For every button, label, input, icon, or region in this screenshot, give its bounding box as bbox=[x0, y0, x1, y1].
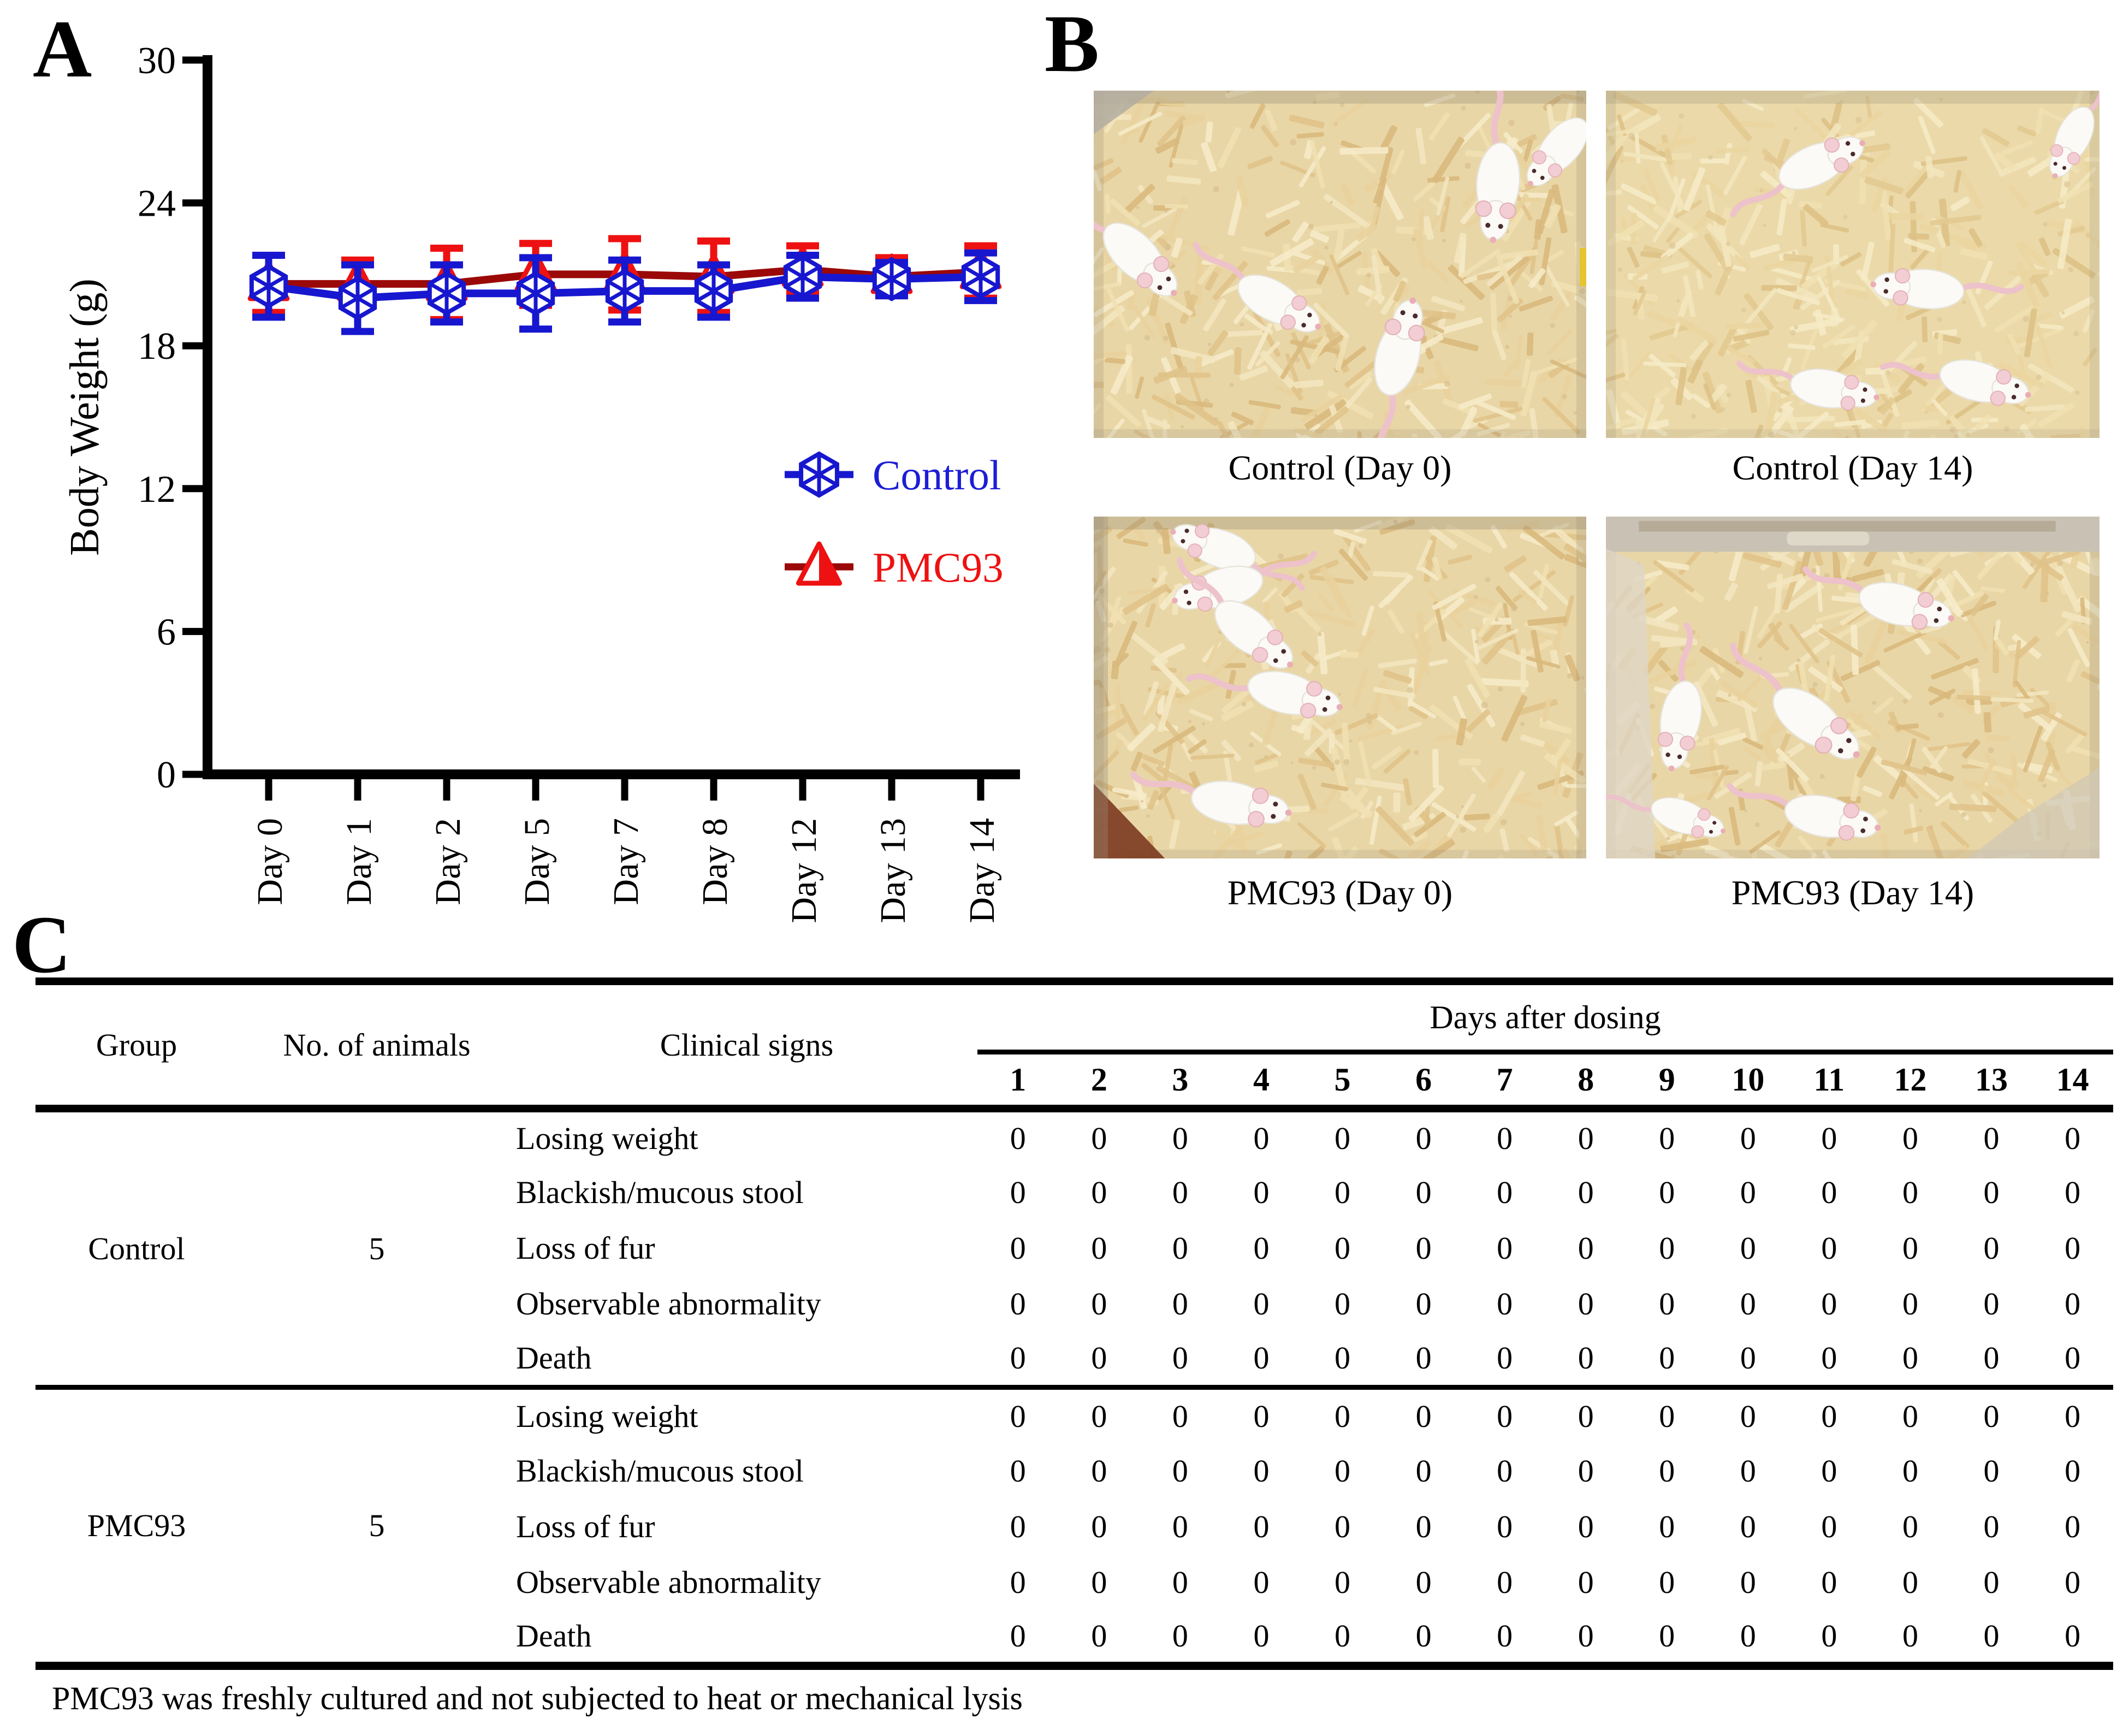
photo-pmc93-day14 bbox=[1606, 517, 2100, 858]
day-value: 0 bbox=[1740, 1340, 1756, 1376]
day-value: 0 bbox=[1659, 1121, 1675, 1156]
panel-b-photos bbox=[1045, 0, 2123, 928]
group-name: Control bbox=[88, 1230, 185, 1266]
column-header-day-3: 3 bbox=[1140, 1052, 1221, 1109]
day-value: 0 bbox=[2065, 1121, 2081, 1156]
day-value: 0 bbox=[1659, 1174, 1675, 1210]
photo-control-day0 bbox=[1094, 91, 1586, 438]
day-value: 0 bbox=[1578, 1174, 1594, 1210]
day-value: 0 bbox=[1253, 1121, 1270, 1156]
x-tick-label: Day 0 bbox=[250, 818, 290, 905]
day-value: 0 bbox=[1659, 1508, 1675, 1544]
group-name: PMC93 bbox=[35, 1387, 238, 1666]
day-value: 0 bbox=[1983, 1340, 2000, 1376]
day-value: 0 bbox=[1010, 1453, 1026, 1489]
column-header-day-2: 2 bbox=[1059, 1052, 1140, 1109]
day-value: 0 bbox=[1497, 1453, 1513, 1489]
x-tick-label: Day 1 bbox=[339, 818, 379, 905]
day-value: 0 bbox=[1659, 1340, 1675, 1376]
caption-pmc93-day0: PMC93 (Day 0) bbox=[1227, 873, 1453, 912]
day-value: 0 bbox=[1172, 1230, 1188, 1266]
day-value: 0 bbox=[1497, 1564, 1513, 1600]
day-value: 0 bbox=[1497, 1617, 1513, 1654]
day-value: 0 bbox=[1740, 1285, 1756, 1322]
cage-wall-right bbox=[1576, 517, 1586, 858]
clinical-sign-label: Observable abnormality bbox=[516, 1285, 821, 1322]
day-value: 0 bbox=[1253, 1340, 1270, 1376]
table-row bbox=[35, 1387, 2113, 1443]
day-value: 0 bbox=[1335, 1564, 1351, 1600]
day-value: 0 bbox=[1253, 1230, 1270, 1266]
day-value: 0 bbox=[1010, 1285, 1026, 1322]
column-header-day-12: 12 bbox=[1870, 1052, 1951, 1109]
day-value: 0 bbox=[1253, 1564, 1270, 1600]
day-value: 0 bbox=[2065, 1617, 2081, 1654]
cage-wall-left bbox=[1094, 91, 1104, 438]
label-capsule bbox=[1787, 531, 1869, 545]
day-value: 0 bbox=[2065, 1508, 2081, 1544]
clinical-sign-label: Blackish/mucous stool bbox=[516, 1174, 804, 1210]
day-value: 0 bbox=[1902, 1285, 1918, 1322]
day-value: 0 bbox=[1659, 1285, 1675, 1322]
day-value: 0 bbox=[1659, 1564, 1675, 1600]
series-control bbox=[252, 253, 998, 331]
table-row bbox=[35, 1109, 2113, 1164]
day-value: 0 bbox=[1010, 1121, 1026, 1156]
clinical-sign-label: Loss of fur bbox=[516, 1508, 655, 1544]
day-value: 0 bbox=[1302, 1387, 1383, 1443]
day-value: 0 bbox=[1821, 1285, 1837, 1322]
day-value: 0 bbox=[1172, 1453, 1188, 1489]
legend bbox=[785, 452, 1004, 591]
day-value: 0 bbox=[1091, 1617, 1107, 1654]
cage-wall-top bbox=[1094, 91, 1586, 104]
day-value: 0 bbox=[1870, 1387, 1951, 1443]
day-value: 0 bbox=[1578, 1340, 1594, 1376]
caption-pmc93-day14: PMC93 (Day 14) bbox=[1731, 873, 1974, 912]
clinical-sign-label: Loss of fur bbox=[516, 1230, 655, 1266]
day-value: 0 bbox=[1497, 1174, 1513, 1210]
day-value: 0 bbox=[1253, 1508, 1270, 1544]
day-value: 0 bbox=[1059, 1387, 1140, 1443]
day-value: 0 bbox=[1010, 1617, 1026, 1654]
day-value: 0 bbox=[1335, 1230, 1351, 1266]
cage-wall-bottom bbox=[1094, 429, 1586, 438]
day-value: 0 bbox=[1740, 1174, 1756, 1210]
day-value: 0 bbox=[1253, 1453, 1270, 1489]
day-value: 0 bbox=[1415, 1230, 1432, 1266]
day-value: 0 bbox=[1010, 1508, 1026, 1544]
day-value: 0 bbox=[1821, 1617, 1837, 1654]
day-value: 0 bbox=[1497, 1340, 1513, 1376]
day-value: 0 bbox=[1172, 1285, 1188, 1322]
day-value: 0 bbox=[2032, 1387, 2113, 1443]
clinical-sign-label: Losing weight bbox=[516, 1121, 698, 1156]
column-header-day-1: 1 bbox=[977, 1052, 1059, 1109]
day-value: 0 bbox=[2065, 1453, 2081, 1489]
day-value: 0 bbox=[1221, 1387, 1302, 1443]
day-value: 0 bbox=[1172, 1121, 1188, 1156]
day-value: 0 bbox=[1821, 1121, 1837, 1156]
day-value: 0 bbox=[2065, 1174, 2081, 1210]
day-value: 0 bbox=[1821, 1174, 1837, 1210]
day-value: 0 bbox=[1740, 1121, 1756, 1156]
day-value: 0 bbox=[1983, 1617, 2000, 1654]
panel-c-label: C bbox=[12, 899, 72, 990]
day-value: 0 bbox=[1172, 1617, 1188, 1654]
day-value: 0 bbox=[1415, 1121, 1432, 1156]
panel-a-label: A bbox=[33, 4, 92, 94]
x-tick-label: Day 12 bbox=[784, 818, 824, 923]
cage-photo-0 bbox=[1094, 91, 1586, 438]
day-value: 0 bbox=[1415, 1174, 1432, 1210]
day-value: 0 bbox=[1740, 1508, 1756, 1544]
y-axis-title: Body Weight (g) bbox=[62, 279, 108, 556]
panel-a-body-weight bbox=[0, 0, 1062, 928]
clinical-sign-label: Losing weight bbox=[516, 1387, 977, 1443]
day-value: 0 bbox=[1983, 1121, 2000, 1156]
cage-photo-2 bbox=[1094, 517, 1586, 858]
day-value: 0 bbox=[1578, 1617, 1594, 1654]
column-header-day-6: 6 bbox=[1383, 1052, 1464, 1109]
column-header-day-9: 9 bbox=[1627, 1052, 1708, 1109]
day-value: 0 bbox=[1091, 1340, 1107, 1376]
legend-label: Control bbox=[873, 452, 1001, 499]
day-value: 0 bbox=[1383, 1387, 1464, 1443]
day-value: 0 bbox=[1415, 1508, 1432, 1544]
day-value: 0 bbox=[977, 1387, 1059, 1443]
day-value: 0 bbox=[1464, 1387, 1545, 1443]
x-tick-label: Day 13 bbox=[873, 818, 913, 923]
day-value: 0 bbox=[1902, 1564, 1918, 1600]
day-value: 0 bbox=[1902, 1617, 1918, 1654]
day-value: 0 bbox=[1821, 1230, 1837, 1266]
x-tick-label: Day 14 bbox=[962, 818, 1002, 923]
column-header-group: Group bbox=[35, 981, 238, 1109]
day-value: 0 bbox=[1902, 1174, 1918, 1210]
caption-control-day14: Control (Day 14) bbox=[1732, 448, 1973, 487]
y-tick-label: 0 bbox=[157, 754, 176, 796]
day-value: 0 bbox=[1172, 1174, 1188, 1210]
day-value: 0 bbox=[1578, 1508, 1594, 1544]
day-value: 0 bbox=[1335, 1174, 1351, 1210]
cage-photo-1 bbox=[1606, 91, 2100, 438]
column-header-day-4: 4 bbox=[1221, 1052, 1302, 1109]
column-header-day-13: 13 bbox=[1951, 1052, 2032, 1109]
y-tick-label: 18 bbox=[138, 325, 176, 368]
day-value: 0 bbox=[1253, 1285, 1270, 1322]
legend-label: PMC93 bbox=[873, 544, 1004, 591]
day-value: 0 bbox=[1010, 1340, 1026, 1376]
day-value: 0 bbox=[2065, 1230, 2081, 1266]
day-value: 0 bbox=[1983, 1285, 2000, 1322]
day-value: 0 bbox=[1010, 1230, 1026, 1266]
day-value: 0 bbox=[1659, 1617, 1675, 1654]
day-value: 0 bbox=[1091, 1508, 1107, 1544]
column-header-animals: No. of animals bbox=[238, 981, 516, 1109]
day-value: 0 bbox=[1010, 1564, 1026, 1600]
day-value: 0 bbox=[1789, 1387, 1870, 1443]
day-value: 0 bbox=[1335, 1285, 1351, 1322]
day-value: 0 bbox=[1983, 1564, 2000, 1600]
day-value: 0 bbox=[1335, 1508, 1351, 1544]
day-value: 0 bbox=[1578, 1285, 1594, 1322]
day-value: 0 bbox=[1821, 1508, 1837, 1544]
day-value: 0 bbox=[1740, 1453, 1756, 1489]
day-value: 0 bbox=[1335, 1617, 1351, 1654]
day-value: 0 bbox=[1821, 1453, 1837, 1489]
day-value: 0 bbox=[1497, 1508, 1513, 1544]
day-value: 0 bbox=[1659, 1230, 1675, 1266]
column-header-day-7: 7 bbox=[1464, 1052, 1545, 1109]
day-value: 0 bbox=[1740, 1564, 1756, 1600]
day-value: 0 bbox=[1497, 1121, 1513, 1156]
x-tick-label: Day 8 bbox=[695, 818, 735, 905]
day-value: 0 bbox=[1335, 1453, 1351, 1489]
day-value: 0 bbox=[1740, 1230, 1756, 1266]
day-value: 0 bbox=[2065, 1340, 2081, 1376]
day-value: 0 bbox=[1983, 1174, 2000, 1210]
column-header-day-14: 14 bbox=[2032, 1052, 2113, 1109]
day-value: 0 bbox=[1335, 1121, 1351, 1156]
day-value: 0 bbox=[1983, 1508, 2000, 1544]
day-value: 0 bbox=[1902, 1453, 1918, 1489]
panel-b-label: B bbox=[1045, 0, 1100, 89]
legend-entry-pmc93 bbox=[785, 544, 1004, 591]
day-value: 0 bbox=[1497, 1230, 1513, 1266]
group-animal-count: 5 bbox=[369, 1230, 385, 1266]
cage-photo-3 bbox=[1606, 517, 2100, 858]
shadow-left bbox=[1094, 517, 1108, 858]
day-value: 0 bbox=[1253, 1174, 1270, 1210]
day-value: 0 bbox=[1253, 1617, 1270, 1654]
table-footnote: PMC93 was freshly cultured and not subjected to heat or mechanical lysis bbox=[52, 1680, 1023, 1716]
x-tick-label: Day 5 bbox=[517, 818, 557, 905]
day-value: 0 bbox=[1902, 1508, 1918, 1544]
day-value: 0 bbox=[1659, 1453, 1675, 1489]
day-value: 0 bbox=[1578, 1230, 1594, 1266]
clinical-sign-label: Death bbox=[516, 1617, 592, 1654]
day-value: 0 bbox=[2065, 1564, 2081, 1600]
cage-wall-bottom bbox=[1094, 850, 1586, 858]
group-animal-count: 5 bbox=[238, 1387, 516, 1666]
day-value: 0 bbox=[1821, 1564, 1837, 1600]
caption-control-day0: Control (Day 0) bbox=[1228, 448, 1452, 487]
day-value: 0 bbox=[1335, 1340, 1351, 1376]
day-value: 0 bbox=[1172, 1340, 1188, 1376]
y-tick-label: 24 bbox=[138, 182, 176, 225]
photo-pmc93-day0 bbox=[1094, 517, 1586, 858]
day-value: 0 bbox=[1091, 1174, 1107, 1210]
day-value: 0 bbox=[1010, 1174, 1026, 1210]
day-value: 0 bbox=[1578, 1564, 1594, 1600]
day-value: 0 bbox=[1578, 1121, 1594, 1156]
column-header-clinical-signs: Clinical signs bbox=[516, 981, 977, 1109]
y-tick-label: 12 bbox=[138, 468, 176, 511]
day-value: 0 bbox=[1415, 1285, 1432, 1322]
clinical-sign-label: Blackish/mucous stool bbox=[516, 1453, 804, 1489]
cage-wall-top bbox=[1094, 517, 1586, 529]
yellow-tag bbox=[1580, 248, 1586, 286]
panel-c-table bbox=[0, 896, 2123, 1736]
legend-entry-control bbox=[785, 452, 1001, 499]
day-value: 0 bbox=[1091, 1121, 1107, 1156]
day-value: 0 bbox=[1983, 1453, 2000, 1489]
day-value: 0 bbox=[1140, 1387, 1221, 1443]
clinical-sign-label: Observable abnormality bbox=[516, 1564, 821, 1600]
day-value: 0 bbox=[1497, 1285, 1513, 1322]
day-value: 0 bbox=[1627, 1387, 1708, 1443]
day-value: 0 bbox=[1091, 1230, 1107, 1266]
cage-bar bbox=[1639, 521, 2055, 532]
column-header-days-after-dosing: Days after dosing bbox=[977, 981, 2113, 1052]
clinical-sign-label: Death bbox=[516, 1340, 592, 1376]
day-value: 0 bbox=[1951, 1387, 2032, 1443]
day-value: 0 bbox=[1902, 1121, 1918, 1156]
day-value: 0 bbox=[1707, 1387, 1789, 1443]
day-value: 0 bbox=[1415, 1564, 1432, 1600]
y-tick-label: 30 bbox=[138, 40, 176, 82]
x-tick-label: Day 7 bbox=[606, 818, 646, 905]
clinical-signs-table bbox=[35, 977, 2113, 1670]
body-weight-chart bbox=[0, 0, 1062, 928]
column-header-day-5: 5 bbox=[1302, 1052, 1383, 1109]
day-value: 0 bbox=[1091, 1285, 1107, 1322]
day-value: 0 bbox=[1415, 1453, 1432, 1489]
day-value: 0 bbox=[1172, 1508, 1188, 1544]
photo-control-day14 bbox=[1606, 91, 2100, 438]
day-value: 0 bbox=[1983, 1230, 2000, 1266]
day-value: 0 bbox=[1740, 1617, 1756, 1654]
day-value: 0 bbox=[1545, 1387, 1627, 1443]
day-value: 0 bbox=[1902, 1230, 1918, 1266]
column-header-day-11: 11 bbox=[1789, 1052, 1870, 1109]
day-value: 0 bbox=[1902, 1340, 1918, 1376]
day-value: 0 bbox=[1415, 1340, 1432, 1376]
day-value: 0 bbox=[1415, 1617, 1432, 1654]
day-value: 0 bbox=[1578, 1453, 1594, 1489]
day-value: 0 bbox=[1821, 1340, 1837, 1376]
day-value: 0 bbox=[1091, 1564, 1107, 1600]
x-tick-label: Day 2 bbox=[428, 818, 468, 905]
column-header-day-10: 10 bbox=[1707, 1052, 1789, 1109]
day-value: 0 bbox=[2065, 1285, 2081, 1322]
day-value: 0 bbox=[1091, 1453, 1107, 1489]
y-tick-label: 6 bbox=[157, 611, 176, 654]
column-header-day-8: 8 bbox=[1545, 1052, 1627, 1109]
day-value: 0 bbox=[1172, 1564, 1188, 1600]
